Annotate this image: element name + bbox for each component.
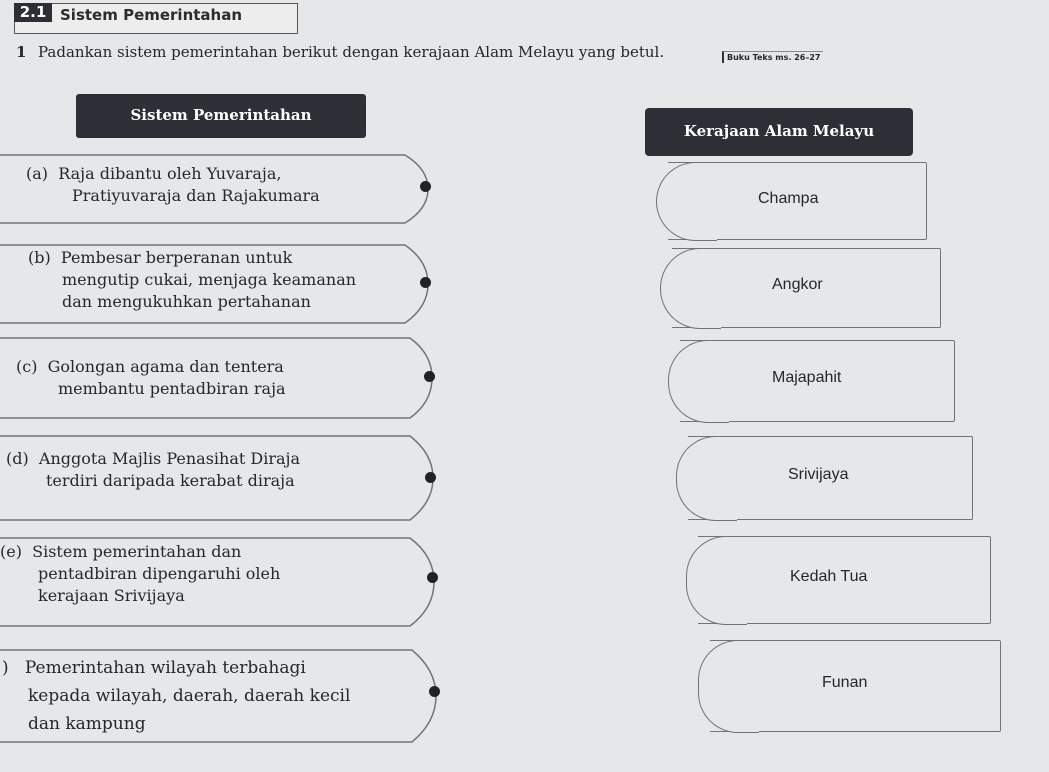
statement-line: dan mengukuhkan pertahanan bbox=[62, 292, 311, 311]
statement-box-b[interactable] bbox=[0, 243, 440, 325]
question-number: 1 bbox=[16, 43, 27, 61]
statement-box-d[interactable] bbox=[0, 434, 440, 522]
statement-line: terdiri daripada kerabat diraja bbox=[46, 471, 295, 490]
connector-dot[interactable] bbox=[420, 277, 431, 288]
statement-line: Sistem pemerintahan dan bbox=[32, 542, 242, 561]
statement-label: ) bbox=[2, 658, 9, 678]
statement-line: Golongan agama dan tentera bbox=[47, 357, 284, 376]
statement-line: Pratiyuvaraja dan Rajakumara bbox=[72, 186, 320, 205]
statement-label: (c) bbox=[16, 357, 38, 376]
section-number: 2.1 bbox=[14, 3, 52, 22]
connector-dot[interactable] bbox=[429, 686, 440, 697]
kingdom-box-srivijaya[interactable] bbox=[688, 436, 973, 520]
statement-line: pentadbiran dipengaruhi oleh bbox=[38, 564, 281, 583]
header-left: Sistem Pemerintahan bbox=[76, 94, 366, 138]
statement-line: dan kampung bbox=[28, 714, 146, 734]
statement-line: kepada wilayah, daerah, daerah kecil bbox=[28, 686, 351, 706]
statement-box-a[interactable] bbox=[0, 153, 440, 225]
statement-box-f[interactable] bbox=[0, 648, 440, 744]
statement-line: mengutip cukai, menjaga keamanan bbox=[62, 270, 357, 289]
connector-dot[interactable] bbox=[420, 181, 431, 192]
statement-label: (e) bbox=[0, 542, 22, 561]
statement-box-e[interactable] bbox=[0, 536, 440, 628]
kingdom-label: Champa bbox=[758, 190, 819, 207]
statement-line: Anggota Majlis Penasihat Diraja bbox=[38, 449, 301, 468]
statement-line: membantu pentadbiran raja bbox=[58, 379, 286, 398]
kingdom-box-majapahit[interactable] bbox=[680, 340, 955, 422]
connector-dot[interactable] bbox=[425, 472, 436, 483]
statement-box-c[interactable] bbox=[0, 336, 440, 420]
connector-dot[interactable] bbox=[424, 371, 435, 382]
kingdom-box-champa[interactable] bbox=[668, 162, 927, 240]
kingdom-label: Angkor bbox=[772, 276, 823, 293]
statement-line: Pemerintahan wilayah terbahagi bbox=[24, 658, 306, 678]
question-text: Padankan sistem pemerintahan berikut dengan kerajaan Alam Melayu yang betul. bbox=[38, 43, 665, 61]
kingdom-box-funan[interactable] bbox=[710, 640, 1001, 732]
kingdom-box-kedah-tua[interactable] bbox=[698, 536, 991, 624]
kingdom-label: Kedah Tua bbox=[790, 568, 868, 585]
statement-line: kerajaan Srivijaya bbox=[38, 586, 185, 605]
statement-line: Pembesar berperanan untuk bbox=[60, 248, 293, 267]
section-title: Sistem Pemerintahan bbox=[60, 6, 243, 24]
header-right: Kerajaan Alam Melayu bbox=[645, 108, 913, 156]
kingdom-box-angkor[interactable] bbox=[672, 248, 941, 328]
kingdom-label: Majapahit bbox=[772, 369, 842, 386]
kingdom-label: Srivijaya bbox=[788, 466, 849, 483]
statement-line: Raja dibantu oleh Yuvaraja, bbox=[58, 164, 282, 183]
textbook-reference: Buku Teks ms. 26–27 bbox=[722, 51, 823, 63]
kingdom-label: Funan bbox=[822, 674, 868, 691]
statement-label: (b) bbox=[28, 248, 51, 267]
connector-dot[interactable] bbox=[427, 572, 438, 583]
statement-label: (d) bbox=[6, 449, 29, 468]
statement-label: (a) bbox=[26, 164, 49, 183]
